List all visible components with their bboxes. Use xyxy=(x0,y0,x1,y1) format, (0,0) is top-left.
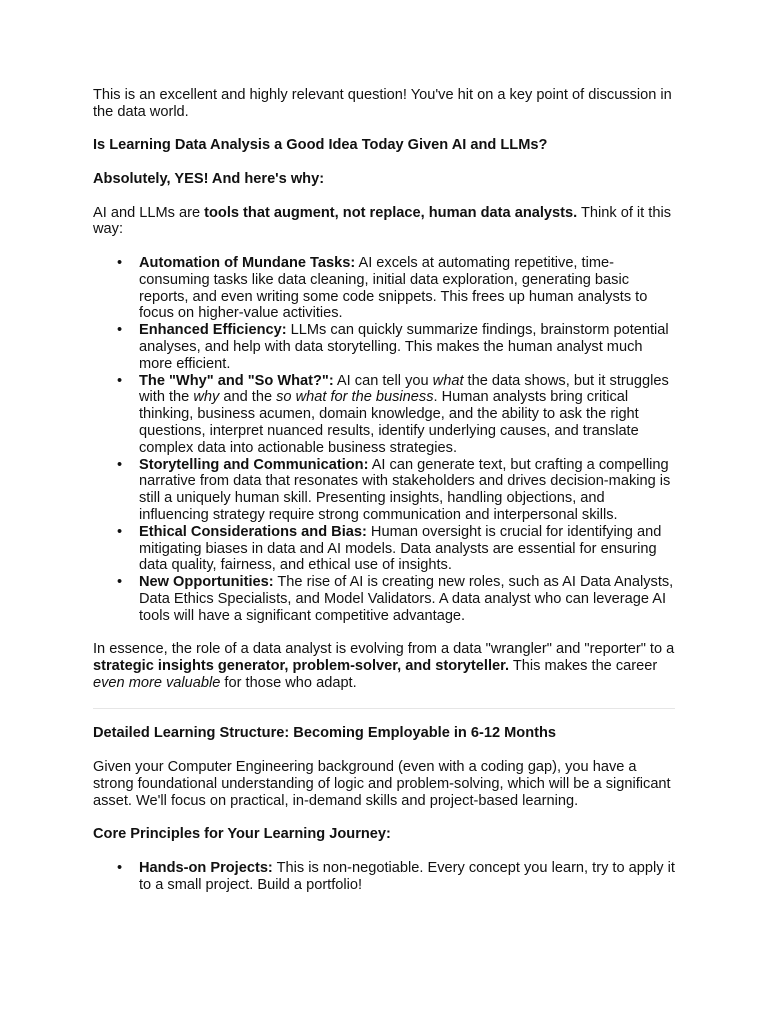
essence-italic: even more valuable xyxy=(93,674,221,691)
list-item-title: Automation of Mundane Tasks: xyxy=(139,254,356,271)
list-item xyxy=(139,322,675,372)
essence-bold: strategic insights generator, problem-solver, and storyteller. xyxy=(93,658,510,675)
essence-post: for those who adapt. xyxy=(220,674,357,691)
list-item-title: Hands-on Projects: xyxy=(139,859,273,876)
section-divider xyxy=(93,708,675,709)
list-item-text: AI can tell you xyxy=(333,372,433,389)
essence-paragraph xyxy=(93,641,675,691)
learning-structure-heading: Detailed Learning Structure: Becoming Employable in 6-12 Months xyxy=(93,725,557,742)
augment-paragraph xyxy=(93,205,675,239)
list-item xyxy=(139,457,675,524)
list-item-emphasis: what xyxy=(432,372,464,389)
list-item-text: AI excels at automating repetitive, time-consuming tasks like data cleaning, initial data exploration, generating basic reports, and even writing some code snippets. This frees up human analysts to focus on higher-value activities. xyxy=(139,254,648,322)
reasons-list xyxy=(93,255,675,625)
list-item-title: Enhanced Efficiency: xyxy=(139,322,287,339)
list-item-text: . Human analysts bring critical thinking, business acumen, domain knowledge, and the ability to ask the right questions, interpret nuanced results, identify underlying causes, and translate complex data into actionable business strategies. xyxy=(139,389,639,456)
list-item xyxy=(139,860,675,894)
principles-list xyxy=(93,860,675,894)
list-item-text: Human oversight is crucial for identifying and mitigating biases in data and AI models. Data analysts are essential for ensuring data quality, fairness, and ethical use of insights. xyxy=(139,523,662,574)
essence-pre: In essence, the role of a data analyst is evolving from a data "wrangler" and "reporter" to a xyxy=(93,641,675,658)
list-item-emphasis: so what for the business xyxy=(276,389,434,406)
list-item-title: Storytelling and Communication: xyxy=(139,456,369,473)
list-item xyxy=(139,574,675,624)
essence-mid: This makes the career xyxy=(509,658,658,675)
list-item-text: The rise of AI is creating new roles, such as AI Data Analysts, Data Ethics Specialists, and Model Validators. A data analyst who can leverage AI tools will have a significant competitive advantage. xyxy=(139,574,674,624)
list-item-text: the data shows, but it struggles with the xyxy=(139,372,669,406)
augment-post: Think of it this way: xyxy=(93,204,671,238)
list-item xyxy=(139,255,675,322)
list-item-text: This is non-negotiable. Every concept you learn, try to apply it to a small project. Build a portfolio! xyxy=(139,859,675,893)
list-item-text: LLMs can quickly summarize findings, brainstorm potential analyses, and help with data storytelling. This makes the human analyst much more efficient. xyxy=(139,322,669,372)
list-item-title: Ethical Considerations and Bias: xyxy=(139,523,367,540)
list-item-text: and the xyxy=(219,389,277,406)
list-item-text: AI can generate text, but crafting a compelling narrative from data that resonates with stakeholders and drives decision-making is still a uniquely human skill. Presenting insights, handling objections, and influencing strategy require strong communication and interpersonal skills. xyxy=(139,456,671,523)
augment-pre: AI and LLMs are xyxy=(93,204,205,221)
question-heading: Is Learning Data Analysis a Good Idea Today Given AI and LLMs? xyxy=(93,137,548,154)
list-item-title: The "Why" and "So What?": xyxy=(139,372,334,389)
list-item-title: New Opportunities: xyxy=(139,574,274,591)
list-item-emphasis: why xyxy=(193,389,220,406)
document-page xyxy=(93,87,675,910)
answer-heading: Absolutely, YES! And here's why: xyxy=(93,170,325,187)
augment-bold: tools that augment, not replace, human data analysts. xyxy=(204,204,578,221)
core-principles-heading: Core Principles for Your Learning Journey: xyxy=(93,826,391,843)
background-paragraph: Given your Computer Engineering background (even with a coding gap), you have a strong foundational understanding of logic and problem-solving, which will be a significant asset. We'll focus on practical, in-demand skills and project-based learning. xyxy=(93,759,671,809)
list-item xyxy=(139,524,675,574)
list-item xyxy=(139,373,675,457)
intro-paragraph: This is an excellent and highly relevant question! You've hit on a key point of discussion in the data world. xyxy=(93,87,672,120)
